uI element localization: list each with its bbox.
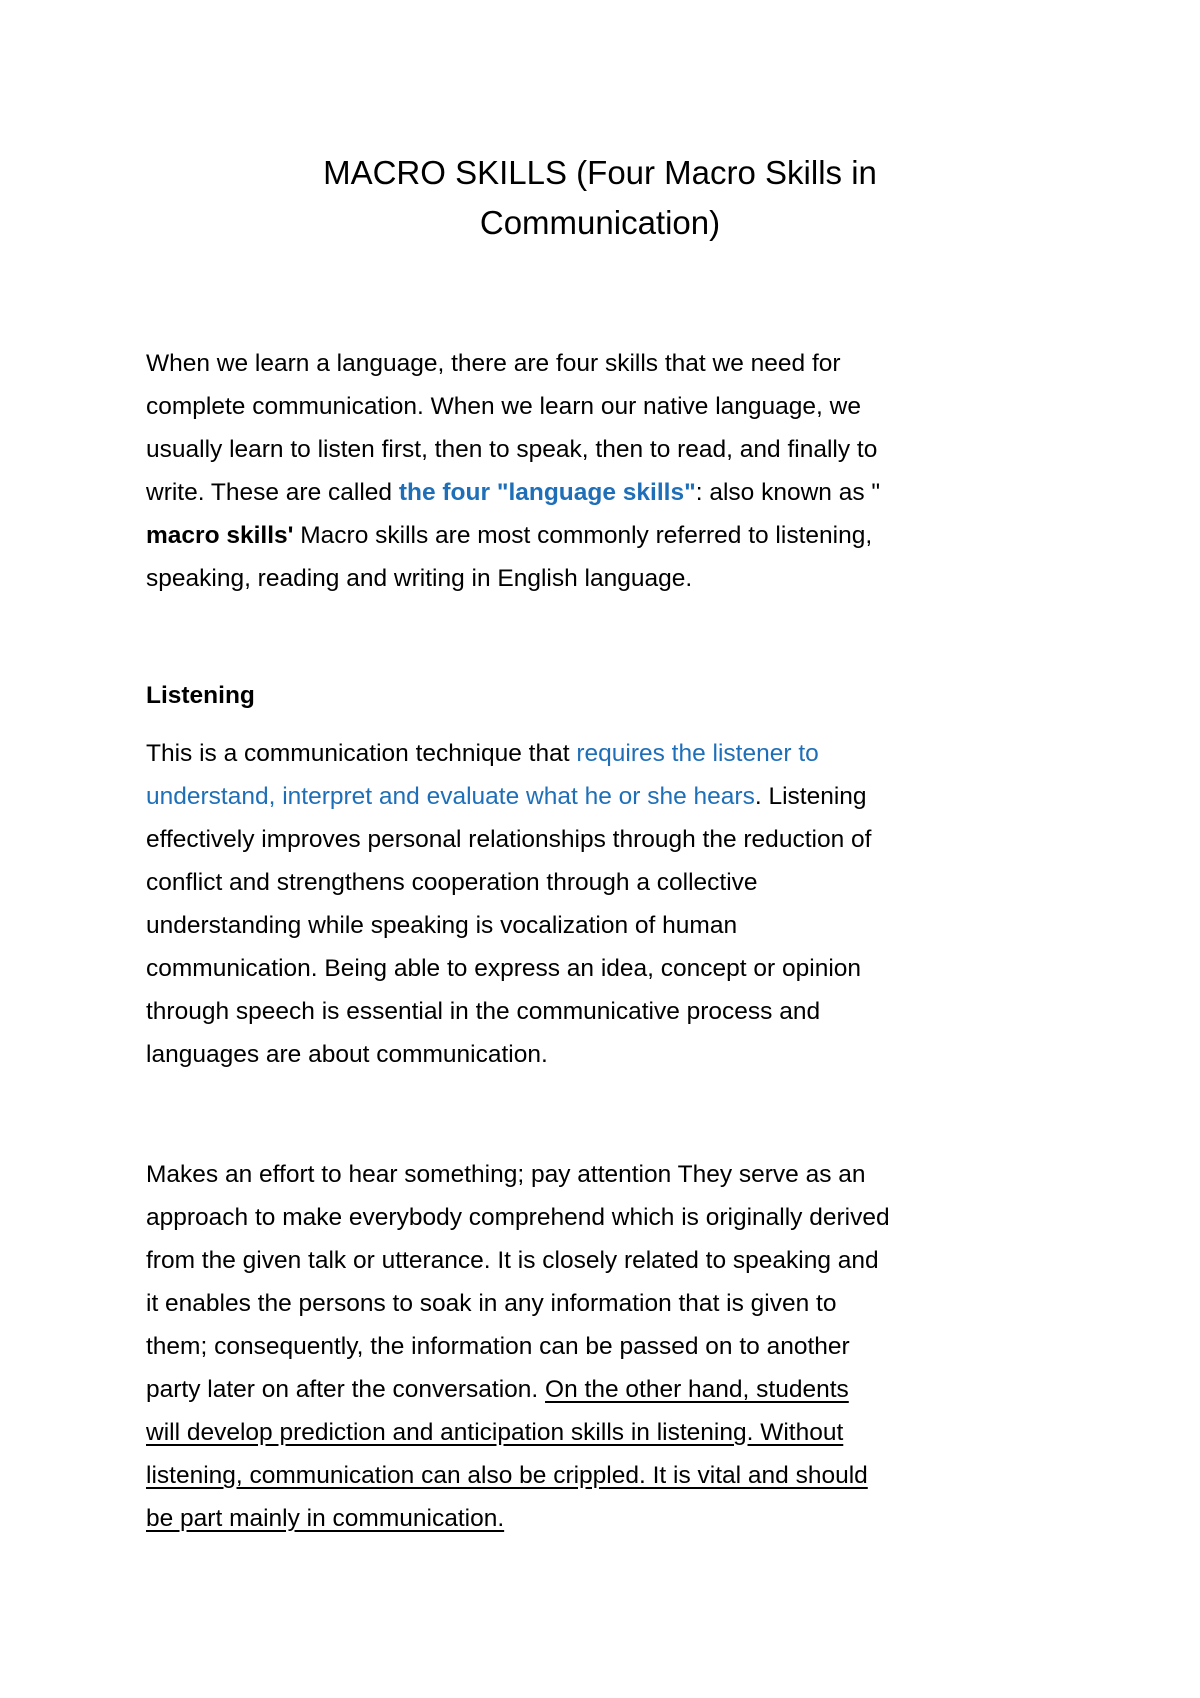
effort-line — [146, 1368, 1076, 1411]
title-line-1: MACRO SKILLS (Four Macro Skills in — [323, 154, 877, 191]
language-skills-link[interactable]: the four "language skills" — [398, 479, 696, 506]
listening-line — [146, 775, 1076, 818]
listening-text: This is a communication technique that — [146, 740, 577, 767]
listener-definition-link[interactable]: requires the listener to — [576, 740, 819, 767]
intro-line: When we learn a language, there are four skills that we need for — [146, 350, 841, 377]
underlined-line: will develop prediction and anticipation skills in listening. Without — [146, 1419, 844, 1446]
effort-line: from the given talk or utterance. It is closely related to speaking and — [146, 1247, 879, 1274]
intro-line — [146, 514, 1076, 557]
listening-line — [146, 732, 1076, 775]
effort-line: Makes an effort to hear something; pay attention They serve as an — [146, 1161, 866, 1188]
intro-paragraph — [146, 342, 1076, 600]
effort-paragraph — [146, 1153, 1076, 1540]
effort-line: it enables the persons to soak in any information that is given to — [146, 1290, 837, 1317]
listening-line: conflict and strengthens cooperation through a collective — [146, 869, 758, 896]
effort-text: party later on after the conversation. — [146, 1376, 546, 1403]
intro-line — [146, 471, 1076, 514]
listening-heading: Listening — [146, 682, 255, 709]
listening-line: communication. Being able to express an idea, concept or opinion — [146, 955, 862, 982]
listening-line: understanding while speaking is vocalization of human — [146, 912, 738, 939]
effort-line: approach to make everybody comprehend which is originally derived — [146, 1204, 890, 1231]
listening-line: languages are about communication. — [146, 1041, 548, 1068]
underlined-text: On the other hand, students — [545, 1376, 849, 1403]
listening-line: through speech is essential in the communicative process and — [146, 998, 821, 1025]
page-title — [0, 148, 1200, 248]
intro-line: usually learn to listen first, then to speak, then to read, and finally to — [146, 436, 878, 463]
listening-paragraph — [146, 732, 1076, 1076]
listener-definition-link[interactable]: understand, interpret and evaluate what he or she hears — [146, 783, 755, 810]
underlined-line: be part mainly in communication. — [146, 1505, 505, 1532]
intro-text: Macro skills are most commonly referred to listening, — [293, 522, 873, 549]
listening-line: effectively improves personal relationships through the reduction of — [146, 826, 872, 853]
intro-line: complete communication. When we learn our native language, we — [146, 393, 861, 420]
listening-text: . Listening — [754, 783, 867, 810]
effort-line: them; consequently, the information can be passed on to another — [146, 1333, 850, 1360]
intro-text: : also known as " — [695, 479, 881, 506]
intro-line: speaking, reading and writing in English language. — [146, 565, 693, 592]
underlined-line: listening, communication can also be crippled. It is vital and should — [146, 1462, 868, 1489]
title-line-2: Communication) — [479, 204, 721, 241]
macro-skills-term: macro skills' — [146, 522, 294, 549]
intro-text: write. These are called — [146, 479, 399, 506]
